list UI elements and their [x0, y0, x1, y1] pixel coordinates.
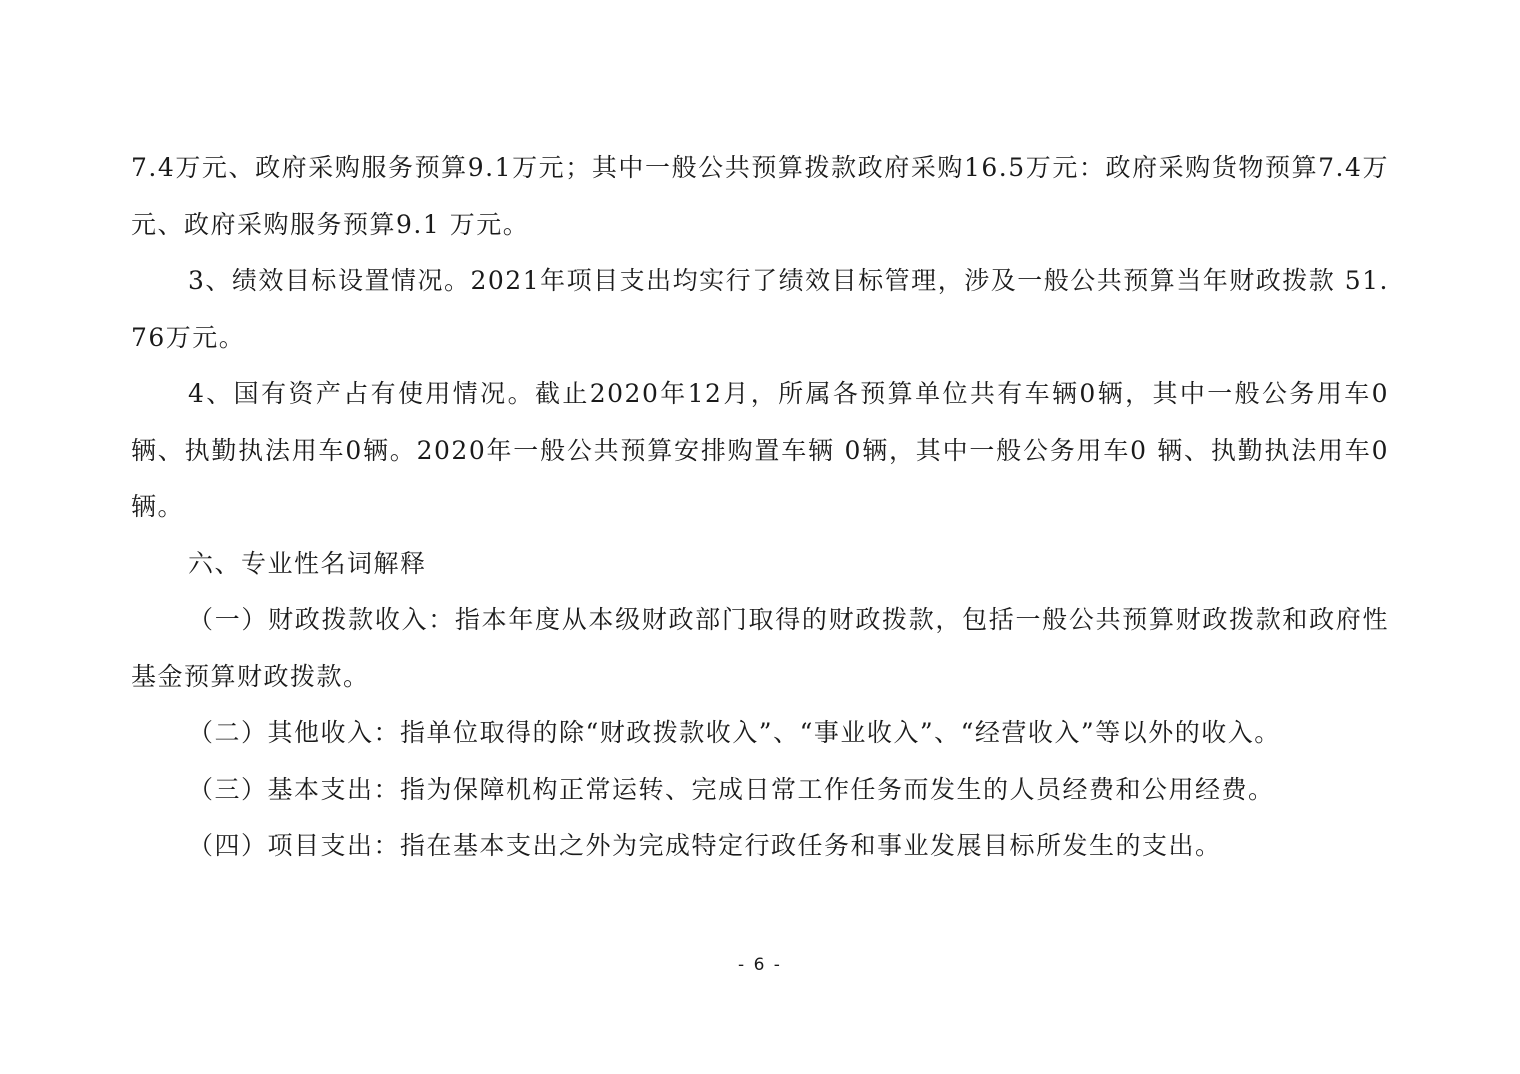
term-basic-expenditure: （三）基本支出：指为保障机构正常运转、完成日常工作任务而发生的人员经费和公用经费。 — [188, 774, 1275, 804]
paragraph-procurement-continued: 7.4万元、政府采购服务预算9.1万元；其中一般公共预算拨款政府采购16.5万元：政府采购货物预算7.4万元、政府采购服务预算9.1 万元。 — [131, 153, 1389, 239]
paragraph-performance-goals: 3、绩效目标设置情况。2021年项目支出均实行了绩效目标管理，涉及一般公共预算当年财政拨款 51.76万元。 — [131, 266, 1389, 352]
term-project-expenditure: （四）项目支出：指在基本支出之外为完成特定行政任务和事业发展目标所发生的支出。 — [188, 831, 1222, 860]
paragraph-state-assets: 4、国有资产占有使用情况。截止2020年12月，所属各预算单位共有车辆0辆，其中一般公务用车0辆、执勤执法用车0辆。2020年一般公共预算安排购置车辆 0辆，其中一般公务用车0 辆、执勤执法用车0辆。 — [131, 379, 1389, 521]
page-number: - 6 - — [738, 955, 782, 975]
document-body — [131, 140, 1389, 875]
term-fiscal-appropriation-income: （一）财政拨款收入：指本年度从本级财政部门取得的财政拨款，包括一般公共预算财政拨款和政府性基金预算财政拨款。 — [131, 605, 1389, 691]
term-other-income: （二）其他收入：指单位取得的除“财政拨款收入”、“事业收入”、“经营收入”等以外的收入。 — [188, 718, 1281, 747]
section-heading-terms: 六、专业性名词解释 — [188, 548, 427, 578]
